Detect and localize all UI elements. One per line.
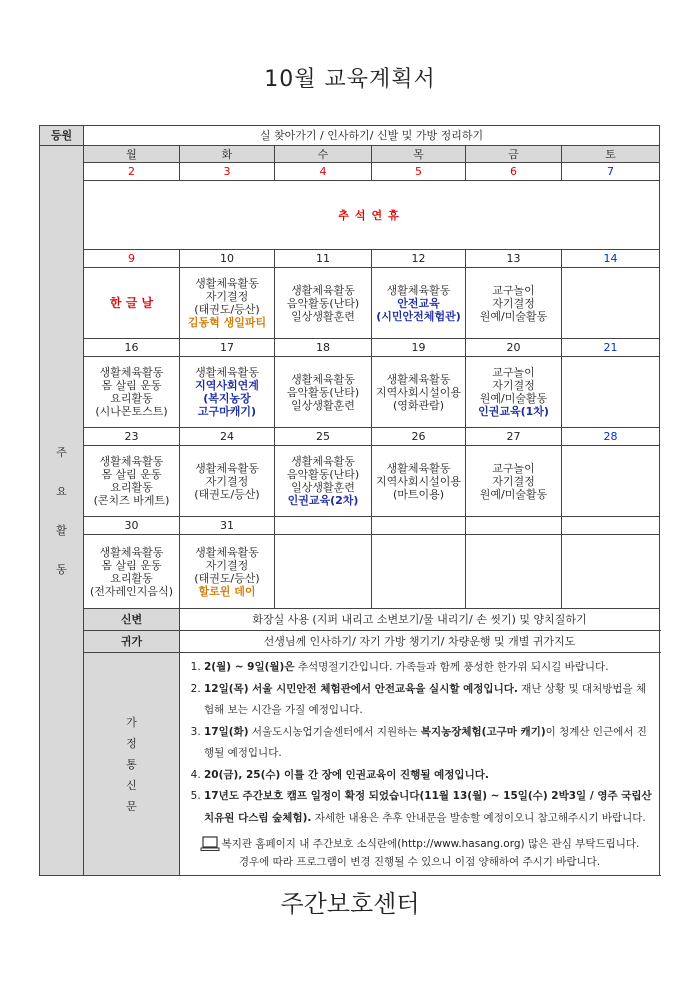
date-cell: 17 <box>180 339 275 357</box>
news-item: 1. 2(월) ~ 9일(월)은 추석명절기간입니다. 가족들과 함께 풍성한 한가위 되시길 바랍니다. <box>204 657 653 679</box>
toilet-text: 화장실 사용 (지퍼 내리고 소변보기/물 내리기/ 손 씻기) 및 양치질하기 <box>180 609 660 631</box>
date-cell <box>466 517 562 535</box>
date-cell: 13 <box>466 250 562 268</box>
date-cell: 12 <box>372 250 466 268</box>
date-cell: 30 <box>84 517 180 535</box>
plan-table <box>39 125 660 876</box>
center-name: 주간보호센터 <box>280 890 420 918</box>
family-newsletter <box>180 653 660 876</box>
activity-cell: 생활체육활동 몸 살림 운동 요리활동 (전자레인지음식) <box>84 535 180 609</box>
date-cell: 16 <box>84 339 180 357</box>
date-cell: 20 <box>466 339 562 357</box>
activity-cell: 생활체육활동 자기결정 (태권도/등산) 할로윈 데이 <box>180 535 275 609</box>
activity-cell <box>372 535 466 609</box>
date-cell: 27 <box>466 428 562 446</box>
activity-cell <box>275 535 372 609</box>
date-cell: 4 <box>275 163 372 181</box>
toilet-label: 신변 <box>84 609 180 631</box>
news-item: 2. 12일(목) 서울 시민안전 체험관에서 안전교육을 실시할 예정입니다. 재난 상황 및 대처방법을 체험해 보는 시간을 가질 예정입니다. <box>204 679 653 722</box>
date-cell: 6 <box>466 163 562 181</box>
laptop-icon <box>200 836 220 852</box>
home-text: 선생님께 인사하기/ 자기 가방 챙기기/ 차량운행 및 개별 귀가지도 <box>180 631 660 653</box>
activity-cell: 생활체육활동 음악활동(난타) 일상생활훈련 <box>275 268 372 339</box>
date-cell: 14 <box>562 250 660 268</box>
activity-cell: 교구놀이 자기결정 원예/미술활동 <box>466 446 562 517</box>
main-activity-label: 주 요 활 동 <box>40 146 84 876</box>
activity-cell: 교구놀이 자기결정 원예/미술활동 <box>466 268 562 339</box>
date-cell: 11 <box>275 250 372 268</box>
date-cell <box>372 517 466 535</box>
activity-cell <box>562 535 660 609</box>
news-footer-2: 경우에 따라 프로그램이 변경 진행될 수 있으니 이점 양해하여 주시기 바랍니다. <box>238 856 601 868</box>
date-cell: 23 <box>84 428 180 446</box>
arrival-label: 등원 <box>40 126 84 146</box>
holiday-banner: 추석연휴 <box>84 181 660 250</box>
date-cell: 25 <box>275 428 372 446</box>
date-cell: 31 <box>180 517 275 535</box>
activity-cell: 생활체육활동 지역사회시설이용 (영화관람) <box>372 357 466 428</box>
day-header: 목 <box>372 146 466 163</box>
home-label: 귀가 <box>84 631 180 653</box>
day-header: 토 <box>562 146 660 163</box>
day-header: 수 <box>275 146 372 163</box>
date-cell <box>562 517 660 535</box>
news-footer-1: 복지관 홈페이지 내 주간보호 소식란에(http://www.hasang.org) 많은 관심 부탁드립니다. <box>221 838 640 850</box>
activity-cell: 생활체육활동 자기결정 (태권도/등산) 김동혁 생일파티 <box>180 268 275 339</box>
day-header: 금 <box>466 146 562 163</box>
news-label: 가 정 통 신 문 <box>84 653 180 876</box>
activity-cell: 생활체육활동 음악활동(난타) 일상생활훈련 인권교육(2차) <box>275 446 372 517</box>
day-header: 월 <box>84 146 180 163</box>
activity-cell <box>562 446 660 517</box>
activity-cell <box>562 357 660 428</box>
date-cell: 24 <box>180 428 275 446</box>
date-cell: 21 <box>562 339 660 357</box>
date-cell <box>275 517 372 535</box>
activity-cell: 생활체육활동 자기결정 (태권도/등산) <box>180 446 275 517</box>
date-cell: 7 <box>562 163 660 181</box>
activity-cell <box>466 535 562 609</box>
date-cell: 3 <box>180 163 275 181</box>
activity-cell: 생활체육활동 음악활동(난타) 일상생활훈련 <box>275 357 372 428</box>
date-cell: 28 <box>562 428 660 446</box>
activity-cell: 생활체육활동 몸 살림 운동 요리활동 (시나몬토스트) <box>84 357 180 428</box>
news-item: 3. 17일(화) 서울도시농업기술센터에서 지원하는 복지농장체험(고구마 캐기)이 청계산 인근에서 진행될 예정입니다. <box>204 722 653 765</box>
activity-cell: 생활체육활동 안전교육 (시민안전체험관) <box>372 268 466 339</box>
date-cell: 9 <box>84 250 180 268</box>
arrival-text: 실 찾아가기 / 인사하기/ 신발 및 가방 정리하기 <box>84 126 660 146</box>
date-cell: 18 <box>275 339 372 357</box>
news-item: 4. 20(금), 25(수) 이틀 간 장에 인권교육이 진행될 예정입니다. <box>204 765 653 787</box>
date-cell: 26 <box>372 428 466 446</box>
activity-cell: 생활체육활동 지역사회시설이용 (마트이용) <box>372 446 466 517</box>
news-item: 5. 17년도 주간보호 캠프 일정이 확정 되었습니다(11월 13(월) ~ 15일(수) 2박3일 / 영주 국립산 치유원 다스림 숲체험). 자세한 내용은 추후 안내문을 발송할 예정이오니 참고해주시기 바랍니다. <box>204 786 653 829</box>
date-cell: 5 <box>372 163 466 181</box>
activity-cell: 생활체육활동 몸 살림 운동 요리활동 (콘치즈 바게트) <box>84 446 180 517</box>
activity-cell <box>562 268 660 339</box>
day-header: 화 <box>180 146 275 163</box>
page-title: 10월 교육계획서 <box>264 67 436 92</box>
date-cell: 19 <box>372 339 466 357</box>
activity-cell: 교구놀이 자기결정 원예/미술활동 인권교육(1차) <box>466 357 562 428</box>
activity-cell: 생활체육활동 지역사회연계 (복지농장 고구마캐기) <box>180 357 275 428</box>
date-cell: 2 <box>84 163 180 181</box>
activity-cell: 한 글 날 <box>84 268 180 339</box>
date-cell: 10 <box>180 250 275 268</box>
